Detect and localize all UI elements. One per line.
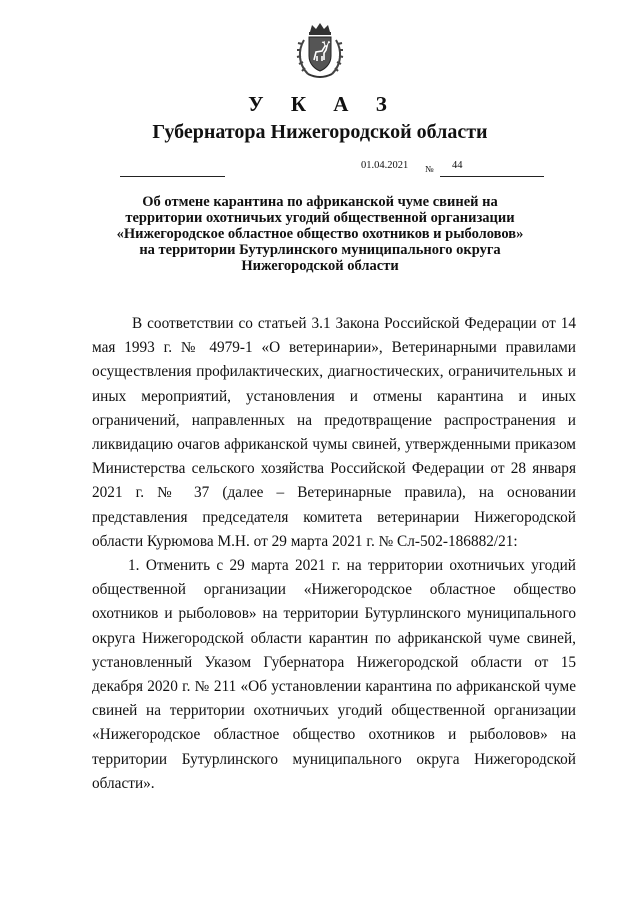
- number-label: №: [425, 164, 434, 174]
- document-number: 44: [452, 160, 463, 171]
- document-body: [92, 312, 576, 796]
- left-blank-line: [120, 176, 225, 177]
- issuer-subtitle: Губернатора Нижегородской области: [152, 121, 488, 143]
- heading-line: на территории Бутурлинского муниципального округа: [139, 242, 501, 258]
- date-underline: [359, 176, 415, 177]
- document-heading: [100, 194, 540, 274]
- preamble-paragraph: В соответствии со статьей 3.1 Закона Российской Федерации от 14 мая 1993 г. № 4979-1 «О ветеринарии», Ветеринарными правилами осуществления профилактических, диагностических, ограничительных и иных мероприятий, установления и отмены карантина и иных ограничений, направленных на предотвращение распространения и ликвидацию очагов африканской чумы свиней, утвержденными приказом Министерства сельского хозяйства Российской Федерации от 28 января 2021 г. № 37 (далее – Ветеринарные правила), на основании представления председателя комитета ветеринарии Нижегородской области Курюмова М.Н. от 29 марта 2021 г. № Сл-502-186882/21:: [92, 315, 576, 550]
- heading-line: Об отмене карантина по африканской чуме свиней на: [142, 194, 498, 210]
- document-date: 01.04.2021: [361, 160, 409, 171]
- number-underline: [440, 176, 544, 177]
- coat-of-arms-icon: [296, 22, 344, 80]
- heading-line: Нижегородской области: [241, 258, 399, 274]
- document-type-title: У К А З: [248, 92, 398, 116]
- decree-item-1: 1. Отменить с 29 марта 2021 г. на территории охотничьих угодий общественной организации «Нижегородское областное общество охотников и рыболовов» на территории Бутурлинского муниципального округа Нижегородской области карантин по африканской чуме свиней, установленный Указом Губернатора Нижегородской области от 15 декабря 2020 г. № 211 «Об установлении карантина по африканской чуме свиней на территории охотничьих угодий общественной организации «Нижегородское областное общество охотников и рыболовов» на территории Бутурлинского муниципального округа Нижегородской области».: [92, 557, 576, 792]
- heading-line: территории охотничьих угодий общественной организации: [125, 210, 515, 226]
- heading-line: «Нижегородское областное общество охотников и рыболовов»: [116, 226, 524, 242]
